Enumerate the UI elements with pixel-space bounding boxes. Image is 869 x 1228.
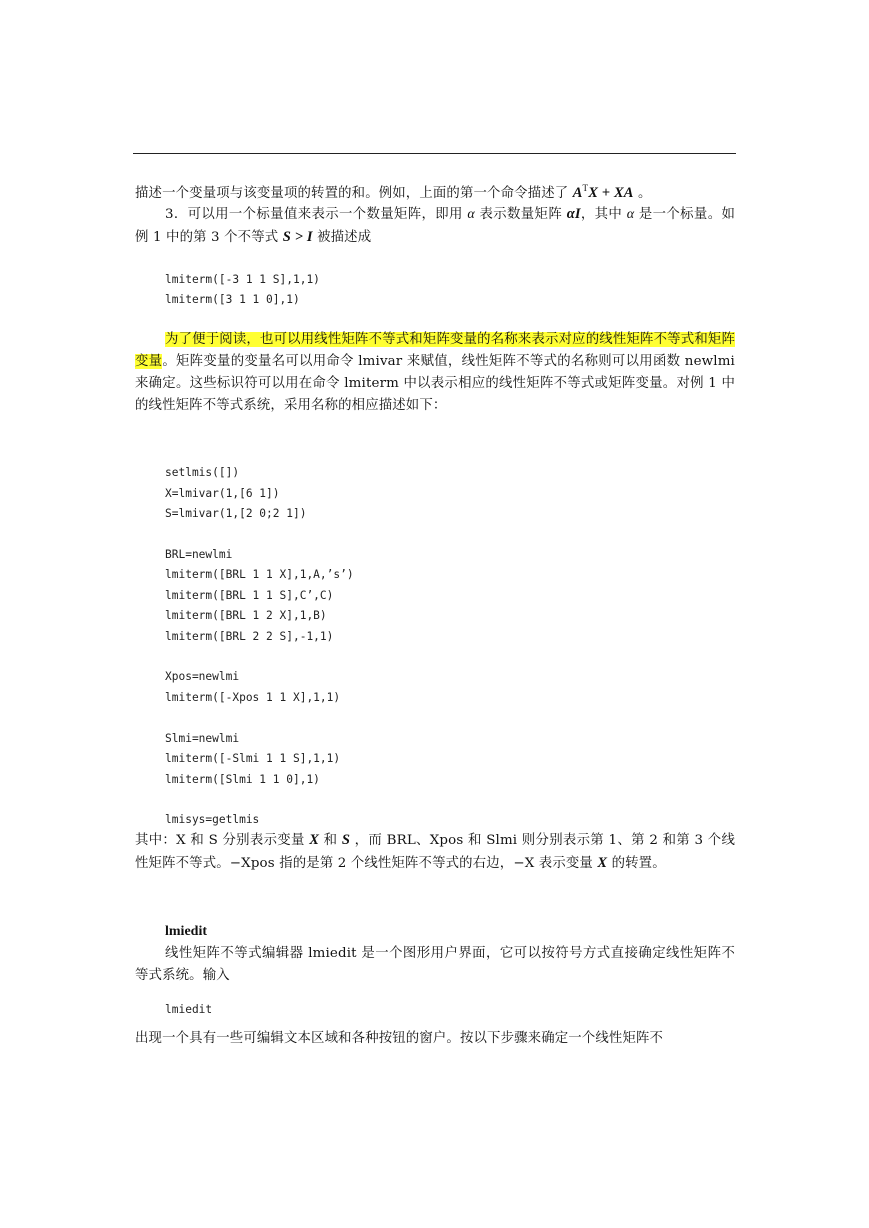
- code-line: lmiterm([Slmi 1 1 0],1): [165, 772, 320, 786]
- code-line: Slmi=newlmi: [165, 731, 240, 745]
- paragraph-2: 3．可以用一个标量值来表示一个数量矩阵，即用 α 表示数量矩阵 αI，其中 α 是一个标量。如例 1 中的第 3 个不等式 S > I 被描述成: [135, 206, 735, 245]
- code-line: X=lmivar(1,[6 1]): [165, 486, 280, 500]
- code-line: [165, 790, 354, 810]
- paragraph-3: 为了便于阅读，也可以用线性矩阵不等式和矩阵变量的名称来表示对应的线性矩阵不等式和矩阵变量。矩阵变量的变量名可以用命令 lmivar 来赋值，线性矩阵不等式的名称则可以用函数 newlmi 来确定。这些标识符可以用在命令 lmiterm 中以表示相应的线性矩阵不等式或矩阵变量。对例 1 中的线性矩阵不等式系统，采用名称的相应描述如下：: [135, 332, 735, 413]
- paragraph-4: 其中：X 和 S 分别表示变量 X 和 S ，而 BRL、Xpos 和 Slmi 则分别表示第 1、第 2 和第 3 个线性矩阵不等式。−Xpos 指的是第 2 个线性矩阵不等式的右边，−X 表示变量 X 的转置。: [135, 832, 735, 871]
- code-line: lmiterm([BRL 1 1 X],1,A,’s’): [165, 568, 354, 582]
- code-line: lmiterm([3 1 1 0],1): [165, 293, 300, 307]
- code-line: lmiterm([-Xpos 1 1 X],1,1): [165, 690, 341, 704]
- code-line: [165, 525, 354, 545]
- code-line: S=lmivar(1,[2 0;2 1]): [165, 507, 307, 521]
- header-rule: [133, 153, 736, 154]
- code-line: Xpos=newlmi: [165, 670, 240, 684]
- p1-text: 描述一个变量项与该变量项的转置的和。例如，上面的第一个命令描述了: [135, 186, 573, 201]
- code-line: lmiterm([-3 1 1 S],1,1): [165, 273, 320, 286]
- code-block-2: [165, 443, 354, 851]
- code-line: lmiterm([BRL 1 1 S],C’,C): [165, 588, 334, 602]
- code-block-1: [165, 270, 320, 311]
- code-block-3: lmiedit: [165, 1003, 213, 1016]
- highlighted-text: 为了便于阅读，也可以用线性矩阵不等式和矩阵变量的名称来表示对应的线性矩阵不等式和矩阵变量: [135, 332, 735, 369]
- code-line: lmiterm([-Slmi 1 1 S],1,1): [165, 752, 341, 766]
- code-line: BRL=newlmi: [165, 548, 233, 562]
- paragraph-1: [135, 177, 735, 205]
- code-line: [165, 647, 354, 667]
- section-heading: lmiedit: [165, 924, 207, 939]
- math-A: $A^TX$ + XA: [572, 183, 634, 201]
- code-line: [165, 708, 354, 728]
- code-line: lmisys=getlmis: [165, 813, 260, 827]
- code-line: lmiterm([BRL 1 2 X],1,B): [165, 609, 327, 623]
- p1-end: 。: [633, 186, 652, 201]
- code-line: setlmis([]): [165, 466, 240, 480]
- paragraph-6: 出现一个具有一些可编辑文本区域和各种按钮的窗户。按以下步骤来确定一个线性矩阵不: [135, 1031, 664, 1046]
- paragraph-5: 线性矩阵不等式编辑器 lmiedit 是一个图形用户界面，它可以按符号方式直接确定线性矩阵不等式系统。输入: [135, 946, 735, 983]
- code-line: lmiterm([BRL 2 2 S],-1,1): [165, 629, 334, 643]
